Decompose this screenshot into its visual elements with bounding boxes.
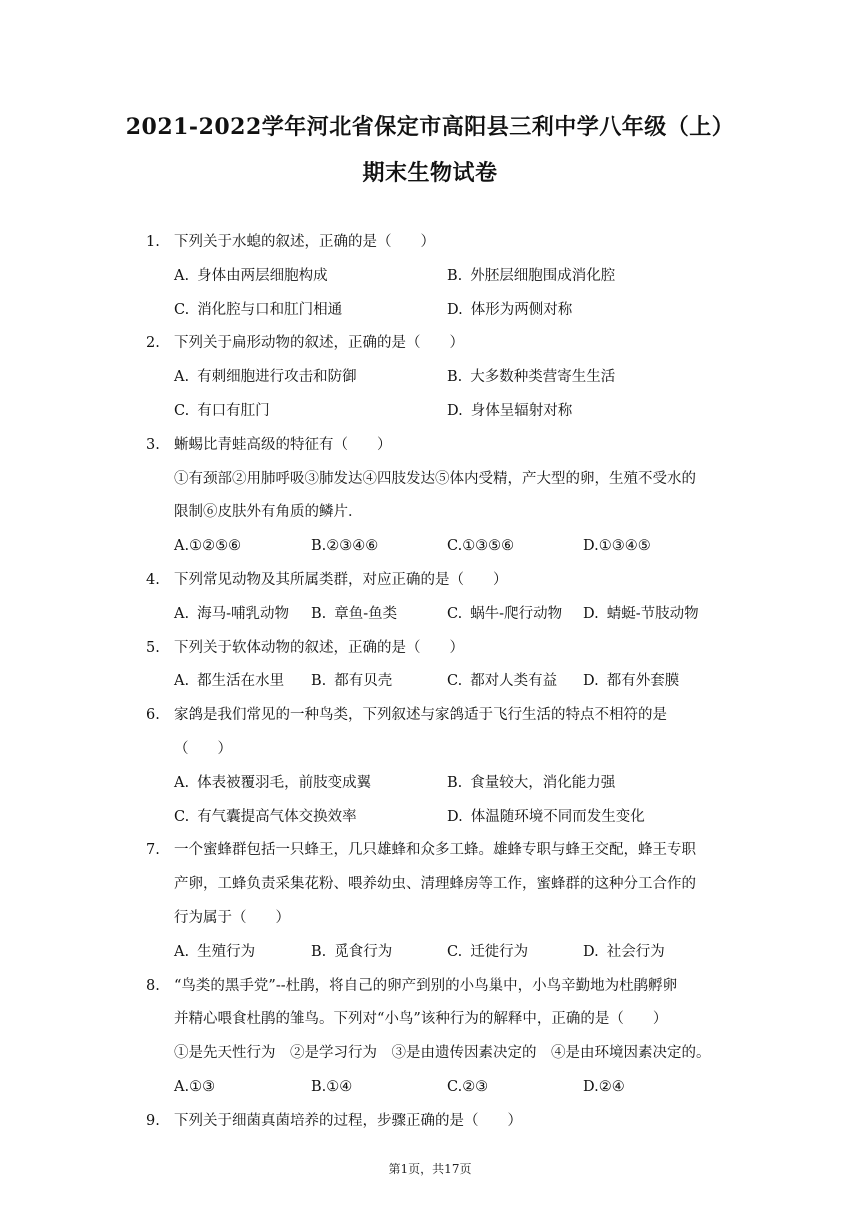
question-4 [0,564,860,598]
question-list [0,226,860,1139]
options-row [0,260,860,294]
options-row [0,530,860,564]
exam-title-line2: 期末生物试卷 [362,160,498,186]
option-b: B. 外胚层细胞围成消化腔 [447,267,616,284]
option-d: D. 身体呈辐射对称 [447,402,573,419]
options-row [0,361,860,395]
question-stem: “鸟类的黑手党”--杜鹃，将自己的卵产到别的小鸟巢中，小鸟辛勤地为杜鹃孵卵 [174,977,678,994]
page-footer: 第1页，共17页 [388,1162,472,1176]
question-number: 2. [146,335,160,352]
option-c: C. 消化腔与口和肛门相通 [174,301,343,318]
option-d: D. 体形为两侧对称 [447,301,573,318]
question-3 [0,429,860,463]
question-number: 7. [146,842,160,859]
options-row [0,294,860,328]
question-1 [0,226,860,260]
options-row [0,665,860,699]
question-number: 3. [146,436,160,453]
question-6 [0,699,860,733]
option-b: B.②③④⑥ [311,538,379,555]
options-row [0,767,860,801]
question-stem: 一个蜜蜂群包括一只蜂王，几只雄蜂和众多工蜂。雄蜂专职与蜂王交配，蜂王专职 [174,842,696,859]
option-c: C. 迁徙行为 [447,943,529,960]
option-a: A. 有刺细胞进行攻击和防御 [174,369,357,386]
exam-title-line1: 2021-2022学年河北省保定市高阳县三利中学八年级（上） [125,114,735,140]
option-a: A.①③ [174,1078,216,1095]
question-stem: 下列关于软体动物的叙述，正确的是（ ） [174,639,464,656]
option-a: A. 体表被覆羽毛，前肢变成翼 [174,774,372,791]
question-stem-continued: 并精心喂食杜鹃的雏鸟。下列对“小鸟”该种行为的解释中，正确的是（ ） [174,1011,668,1028]
option-c: C.①③⑤⑥ [447,538,515,555]
question-number: 8. [146,977,160,994]
question-stem: 下列关于细菌真菌培养的过程，步骤正确的是（ ） [174,1112,522,1129]
question-7 [0,834,860,868]
option-b: B. 都有贝壳 [311,673,393,690]
option-d: D.②④ [583,1078,625,1095]
question-number: 4. [146,571,160,588]
option-b: B. 觅食行为 [311,943,393,960]
question-stem-continued: 行为属于（ ） [174,909,290,926]
question-stem: 下列关于扁形动物的叙述，正确的是（ ） [174,335,464,352]
option-c: C. 有口有肛门 [174,402,270,419]
question-number: 1. [146,234,160,250]
option-d: D. 体温随环境不同而发生变化 [447,808,645,825]
question-stem: 下列关于水螅的叙述，正确的是（ ） [174,234,435,250]
option-a: A. 都生活在水里 [174,673,285,690]
question-stem: 下列常见动物及其所属类群，对应正确的是（ ） [174,571,508,588]
option-d: D. 都有外套膜 [583,673,680,690]
question-stem-continued: ①是先天性行为 ②是学习行为 ③是由遗传因素决定的 ④是由环境因素决定的。 [174,1045,711,1062]
option-d: D. 蜻蜓-节肢动物 [583,605,699,622]
question-stem-continued: 产卵，工蜂负责采集花粉、喂养幼虫、清理蜂房等工作，蜜蜂群的这种分工合作的 [174,876,696,893]
question-stem-continued: ①有颈部②用肺呼吸③肺发达④四肢发达⑤体内受精，产大型的卵，生殖不受水的 [174,470,696,487]
option-a: A. 海马-哺乳动物 [174,605,289,622]
question-9 [0,1105,860,1139]
question-stem: 家鸽是我们常见的一种鸟类，下列叙述与家鸽适于飞行生活的特点不相符的是 [174,707,667,724]
question-stem-continued: （ ） [174,740,232,757]
question-stem: 蜥蜴比青蛙高级的特征有（ ） [174,436,392,453]
question-number: 6. [146,707,160,724]
option-c: C. 蜗牛-爬行动物 [447,605,563,622]
option-d: D.①③④⑤ [583,538,651,555]
options-row [0,801,860,835]
option-d: D. 社会行为 [583,943,665,960]
question-number: 5. [146,639,160,656]
option-c: C. 有气囊提高气体交换效率 [174,808,357,825]
option-c: C.②③ [447,1078,489,1095]
options-row [0,598,860,632]
options-row [0,936,860,970]
options-row [0,1071,860,1105]
options-row [0,395,860,429]
question-5 [0,632,860,666]
question-2 [0,327,860,361]
option-a: A. 生殖行为 [174,943,256,960]
question-8 [0,970,860,1004]
option-b: B. 大多数种类营寄生生活 [447,369,616,386]
option-c: C. 都对人类有益 [447,673,558,690]
option-b: B. 章鱼-鱼类 [311,605,398,622]
option-b: B.①④ [311,1078,353,1095]
option-a: A. 身体由两层细胞构成 [174,267,328,284]
question-stem-continued: 限制⑥皮肤外有角质的鳞片． [174,504,363,521]
option-a: A.①②⑤⑥ [174,538,242,555]
option-b: B. 食量较大，消化能力强 [447,774,616,791]
question-number: 9. [146,1112,160,1129]
